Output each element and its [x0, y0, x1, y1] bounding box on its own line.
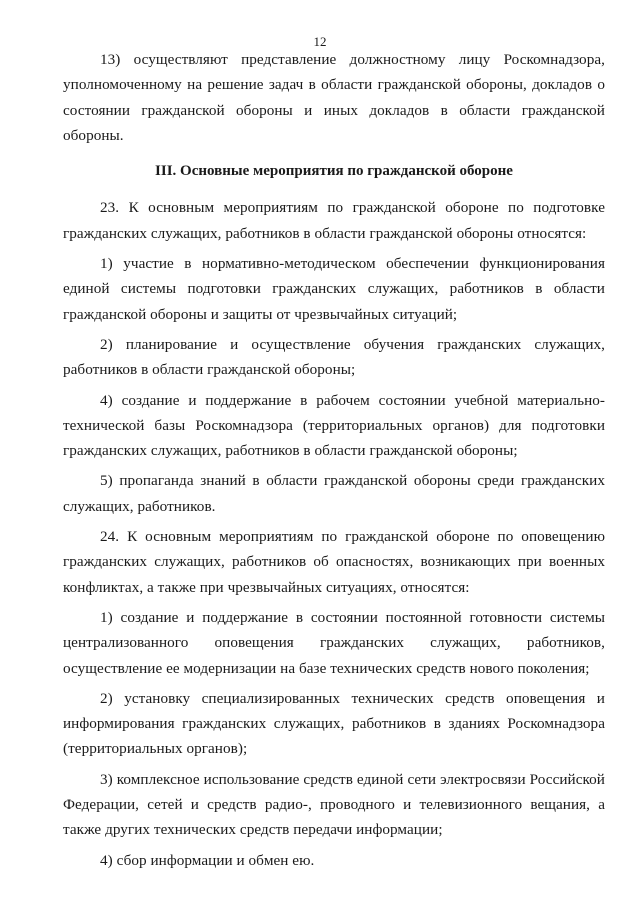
- paragraph-clause-24: 24. К основным мероприятиям по гражданской обороне по оповещению гражданских служащих, работников об опасностях, возникающих при военных конфликтах, а также при чрезвычайных ситуациях, относятся:: [63, 528, 605, 596]
- paragraph-clause-23: 23. К основным мероприятиям по гражданской обороне по подготовке гражданских служащих, работников в области гражданской обороны относятся:: [63, 199, 605, 242]
- paragraph-clause-23-item-1: 1) участие в нормативно-методическом обеспечении функционирования единой системы подготовки гражданских служащих, работников в области гражданской обороны и защиты от чрезвычайных ситуаций;: [63, 255, 605, 323]
- paragraph-clause-23-item-2: 2) планирование и осуществление обучения гражданских служащих, работников в области гражданской обороны;: [63, 335, 605, 379]
- paragraph-clause-23-item-4: 4) создание и поддержание в рабочем состоянии учебной материально-технической базы Роскомнадзора (территориальных органов) для подготовки гражданских служащих, работников в области гражданской обороны;: [63, 391, 605, 460]
- section-heading: III. Основные мероприятия по гражданской обороне: [155, 163, 513, 180]
- paragraph-clause-24-item-1: 1) создание и поддержание в состоянии постоянной готовности системы централизованного оповещения гражданских служащих, работников, осуществление ее модернизации на базе технических средств нового поколения;: [63, 608, 605, 677]
- page-number: 12: [313, 34, 327, 49]
- paragraph-clause-24-item-4: 4) сбор информации и обмен ею.: [100, 851, 315, 869]
- paragraph-item-13: 13) осуществляют представление должностному лицу Роскомнадзора, уполномоченному на решение задач в области гражданской обороны, докладов о состоянии гражданской обороны и иных докладов в области гражданской обороны.: [63, 51, 605, 144]
- paragraph-clause-24-item-3: 3) комплексное использование средств единой сети электросвязи Российской Федерации, сетей и средств радио-, проводного и телевизионного вещания, а также других технических средств передачи информации;: [63, 770, 605, 839]
- document-body: [63, 47, 605, 873]
- paragraph-clause-23-item-5: 5) пропаганда знаний в области гражданской обороны среди гражданских служащих, работников.: [63, 472, 605, 515]
- paragraph-clause-24-item-2: 2) установку специализированных технических средств оповещения и информирования гражданских служащих, работников в зданиях Роскомнадзора (территориальных органов);: [63, 689, 605, 758]
